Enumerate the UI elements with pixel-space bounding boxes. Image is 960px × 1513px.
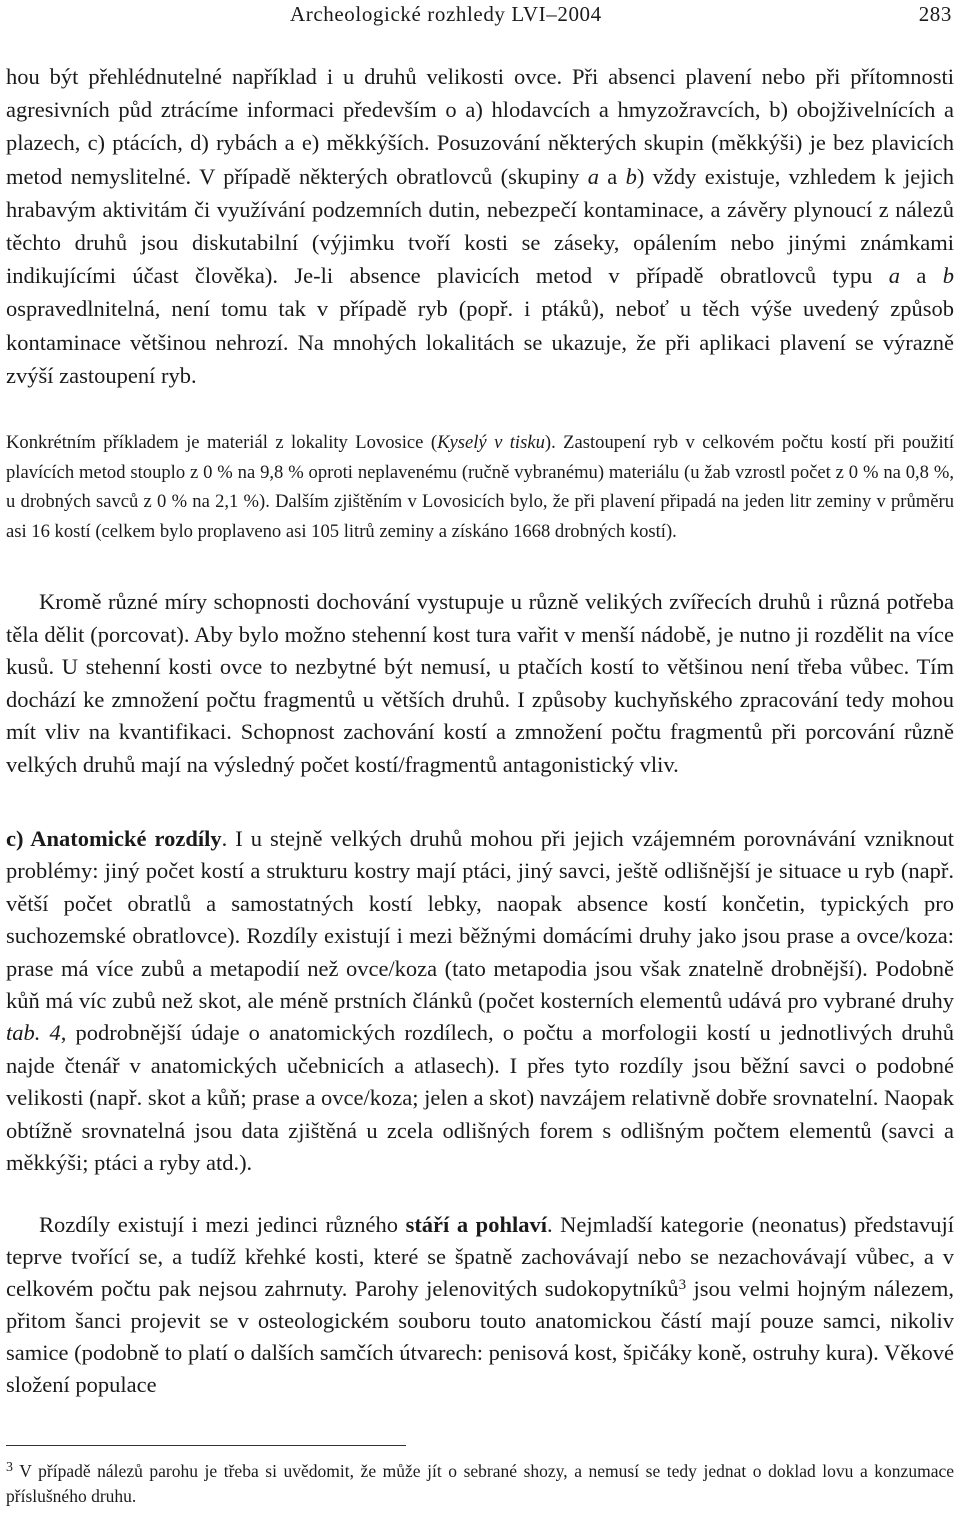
text-run: ) vždy existuje, vzhledem k jejich hrabavým aktivitám či využívání podzemních dutin, nebezpečí kontaminace, a závěry plynoucí z nálezů těchto druhů jsou diskutabilní (výjimku tvoří kosti se záseky, opálením nebo jinými známkami indikujícími účast člověka). Je-li absence plavicích metod v případě obratlovců typu [6,163,954,289]
paragraph-lovosice-example [6,428,954,546]
text-run: jsou velmi hojným nálezem, přitom šanci projevit se v osteologickém souboru touto anatomickou částí mají pouze samci, nikoliv samice (podobně to platí o dalších samčích útvarech: penisová kost, špičáky koně, ostruhy kura). Věkové složení populace [6,1276,955,1397]
footnote-divider [6,1445,406,1446]
text-run: a [900,263,943,289]
text-run: , podrobnější údaje o anatomických rozdílech, o počtu a morfologii kostí u jednotlivých druhů najde čtenář v anatomických učebnicích a atlasech). I přes tyto rozdíly jsou běžní savci o podobné velikosti (např. skot a kůň; prase a ovce/koza; jelen a skot) navzájem relativně dobře srovnatelní. Naopak obtížně srovnatelná jsou data zjištěná u zcela odlišných forem s odlišným počtem elementů (savci a měkkýši; ptáci a ryby atd.). [6,1020,954,1176]
italic-run: a [587,163,599,189]
section-heading: c) Anatomické rozdíly [6,826,222,851]
footnote-number: 3 [6,1460,13,1475]
italic-run: a [888,263,901,289]
italic-run: b [942,263,954,289]
text-run: Rozdíly existují i mezi jedinci různého [39,1212,406,1237]
paragraph-age-sex [6,1209,954,1401]
text-run: . I u stejně velkých druhů mohou při jejich vzájemném porovnávání vzniknout problémy: jiný počet kostí a strukturu kostry mají ptáci, jiný savci, ještě odlišnější je situace u ryb (např. větší počet obratlů a samostatných kostí lebky, naopak absence kostí končetin, typických pro suchozemské obratlovce). Rozdíly existují i mezi běžnými domácími druhy jako jsou prase a ovce/koza: prase má více zubů a metapodií než ovce/koza (tato metapodia jsou však znatelně drobnější). Podobně kůň má víc zubů než skot, ale méně prstních článků (počet kosterních elementů udává pro vybrané druhy [6,826,954,1014]
citation: Kyselý v tisku [437,432,545,453]
journal-title: Archeologické rozhledy LVI–2004 [290,2,602,26]
paragraph-flotation [6,60,954,392]
footnote-marker: 3 [678,1277,687,1293]
text-run: Konkrétním příkladem je materiál z lokality Lovosice ( [6,432,438,453]
text-run: ). Zastoupení ryb v celkovém počtu kostí při použití plavících metod stouplo z 0 % na 9,8 % oproti neplavenému (ručně vybranému) materiálu (u žab vzrostl počet z 0 % na 0,8 %, u drobných savců z 0 % na 2,1 %). Dalším zjištěním v Lovosicích bylo, že při plavení připadá na jeden litr zeminy v průměru asi 16 kostí (celkem bylo proplaveno asi 105 litrů zeminy a získáno 1668 drobných kostí). [6,432,955,542]
text-run: . Nejmladší kategorie (neonatus) představují teprve tvořící se, a tudíž křehké kosti, které se špatně zachovávají nebo se nezachovávají vůbec, a v celkovém počtu pak nejsou zahrnuty. Parohy jelenovitých sudokopytníků [6,1212,954,1301]
running-header [6,2,952,30]
text-run: hou být přehlédnutelné například i u druhů velikosti ovce. Při absenci plavení nebo při přítomnosti agresivních půd ztrácíme informaci především o a) hlodavcích a hmyzožravcích, b) obojživelnících a plazech, c) ptácích, d) rybách a e) měkkýších. Posuzování některých skupin (měkkýši) je bez plavicích metod nemyslitelné. V případě některých obratlovců (skupiny [6,64,954,189]
footnote-text: V případě nálezů parohu je třeba si uvědomit, že může jít o sebrané shozy, a nemusí se tedy jednat o doklad lovu a konzumace příslušného druhu. [6,1461,954,1506]
paragraph-anatomical-differences [6,823,954,1179]
bold-term: stáří a pohlaví [405,1212,547,1237]
italic-run: b [625,163,637,189]
table-reference: tab. 4 [6,1020,61,1046]
text-run: ospravedlnitelná, není tomu tak v případě ryb (popř. i ptáků), neboť u těch výše uvedený způsob kontaminace většinou nehrozí. Na mnohých lokalitách se ukazuje, že při aplikaci plavení se výrazně zvýší zastoupení ryb. [6,296,954,388]
paragraph-portioning: Kromě různé míry schopnosti dochování vystupuje u různě velikých zvířecích druhů i různá potřeba těla dělit (porcovat). Aby bylo možno stehenní kost tura vařit v menší nádobě, je nutno ji rozdělit na více kusů. U stehenní kosti ovce to nezbytné být nemusí, u ptačích kostí to většinou není třeba vůbec. Tím dochází ke zmnožení počtu fragmentů u větších druhů. I způsoby kuchyňského zpracování tedy mohou mít vliv na kvantifikaci. Schopnost zachování kostí a zmnožení počtu fragmentů při porcování různě velkých druhů mají na výsledný počet kostí/fragmentů antagonistický vliv. [6,589,954,777]
page-number: 283 [918,2,952,26]
footnote [6,1459,954,1509]
text-run: a [598,163,626,189]
